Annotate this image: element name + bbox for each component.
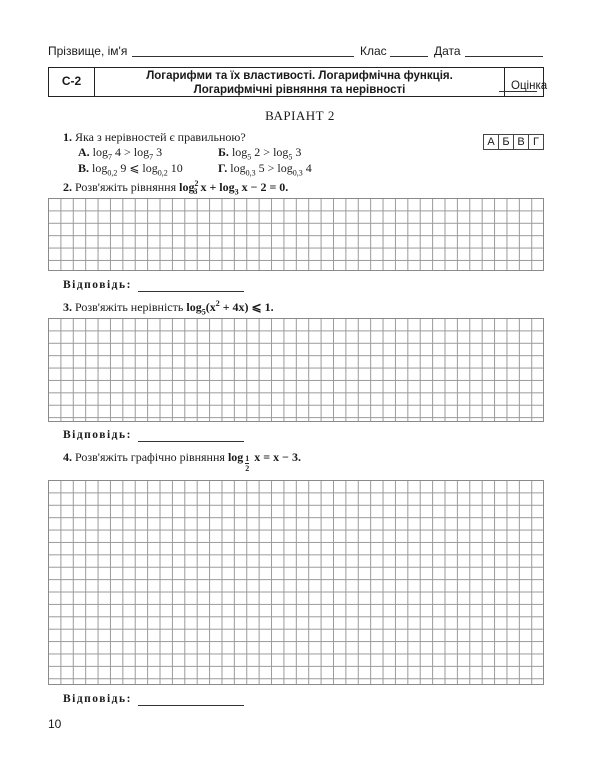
option-v-op: ⩽ — [129, 161, 140, 175]
q3-base: 5 — [201, 307, 206, 317]
q2-log-1: log — [179, 180, 195, 194]
option-g-rhs-base: 0,3 — [292, 168, 303, 178]
question-3-number: 3. — [63, 300, 72, 314]
answer-choice-boxes — [484, 134, 544, 150]
option-b-letter: Б. — [218, 145, 229, 159]
q3-log: log — [186, 300, 202, 314]
work-header-box — [48, 67, 548, 97]
work-title-line2: Логарифмічні рівняння та нерівності — [193, 84, 406, 96]
option-b: Б. $\log_5 2 > \log_5 3$ — [218, 145, 302, 162]
q4-base-den: 2 — [245, 464, 250, 473]
work-code: С-2 — [61, 74, 82, 88]
option-a-lhs-base: 7 — [108, 152, 113, 162]
question-3 — [63, 299, 274, 316]
option-a-letter: А. — [78, 145, 90, 159]
page-number: 10 — [48, 717, 62, 731]
q2-tail-1: x + log — [200, 180, 235, 194]
option-v-letter: В. — [78, 161, 90, 175]
option-b-rhs-arg: 3 — [295, 145, 302, 159]
option-b-lhs-base: 5 — [247, 152, 252, 162]
work-grid-q4[interactable] — [48, 480, 544, 685]
option-b-lhs-arg: 2 — [254, 145, 261, 159]
answer-field-q2[interactable] — [138, 291, 244, 292]
code-cell — [49, 68, 95, 96]
grade-label: Оцінка — [511, 80, 548, 92]
q4-base-num: 1 — [245, 454, 250, 463]
choice-box-b[interactable]: Б — [498, 134, 514, 150]
q2-base-2: 3 — [234, 187, 239, 197]
question-4 — [63, 450, 301, 473]
q3-arg-close: + 4x) ⩽ 1. — [219, 300, 274, 314]
date-field[interactable] — [465, 56, 543, 57]
option-v-lhs-base: 0,2 — [107, 168, 118, 178]
q2-exp: 2 — [194, 179, 199, 188]
option-v: В. $\log_{0,2} 9$ ⩽ $\log_{0,2} 10$ — [78, 161, 183, 178]
option-v-rhs-arg: 10 — [170, 161, 183, 175]
name-field[interactable] — [132, 56, 354, 57]
date-label: Дата — [434, 44, 461, 58]
option-a-rhs-base: 7 — [149, 152, 154, 162]
option-a-lhs-arg: 4 — [115, 145, 122, 159]
option-a-rhs-arg: 3 — [156, 145, 163, 159]
question-1-text: Яка з нерівностей є правильною? — [75, 130, 246, 144]
answer-label-q4: Відповідь: — [63, 693, 132, 705]
option-g: Г. $\log_{0,3} 5 > \log_{0,3} 4$ — [218, 161, 312, 178]
answer-label-q3: Відповідь: — [63, 429, 132, 441]
q4-log: log — [227, 450, 244, 464]
option-b-rhs-base: 5 — [288, 152, 293, 162]
choice-box-v[interactable]: В — [513, 134, 529, 150]
class-field[interactable] — [390, 56, 428, 57]
question-4-number: 4. — [63, 450, 72, 464]
question-3-text: Розв'яжіть нерівність — [75, 300, 184, 314]
question-2-number: 2. — [63, 180, 72, 194]
question-1 — [63, 130, 246, 145]
work-grid-q2[interactable] — [48, 198, 544, 271]
question-4-text: Розв'яжіть графічно рівняння — [75, 450, 225, 464]
answer-label-q2: Відповідь: — [63, 279, 132, 291]
q2-tail-2: x − 2 = 0. — [241, 180, 289, 194]
option-g-op: > — [267, 161, 275, 175]
option-g-lhs-arg: 5 — [258, 161, 265, 175]
option-v-lhs-arg: 9 — [120, 161, 127, 175]
q3-arg-open: (x — [205, 300, 216, 314]
variant-title: ВАРІАНТ 2 — [265, 108, 335, 123]
choice-box-a[interactable]: А — [483, 134, 499, 150]
option-a-op: > — [124, 145, 131, 159]
title-cell — [95, 68, 505, 96]
work-title-line1: Логарифми та їх властивості. Логарифмічна функція. — [146, 70, 453, 82]
answer-field-q3[interactable] — [138, 441, 244, 442]
option-v-rhs-base: 0,2 — [157, 168, 168, 178]
question-2 — [63, 179, 288, 196]
question-1-number: 1. — [63, 130, 72, 144]
q4-tail: x = x − 3. — [254, 450, 301, 464]
option-a: А. $\log_7 4 > \log_7 3$ — [78, 145, 163, 162]
option-b-op: > — [263, 145, 271, 159]
answer-field-q4[interactable] — [138, 705, 244, 706]
q2-base-1: 3 — [193, 187, 198, 197]
option-g-rhs-arg: 4 — [305, 161, 312, 175]
question-2-text: Розв'яжіть рівняння — [75, 180, 177, 194]
choice-box-g[interactable]: Г — [528, 134, 544, 150]
option-g-lhs-base: 0,3 — [245, 168, 256, 178]
grade-field[interactable] — [499, 91, 537, 92]
option-g-letter: Г. — [218, 161, 228, 175]
name-label: Прізвище, ім'я — [48, 44, 128, 58]
q3-exp: 2 — [215, 299, 220, 308]
work-grid-q3[interactable] — [48, 318, 544, 422]
q4-base-fraction — [245, 454, 249, 473]
class-label: Клас — [360, 44, 387, 58]
